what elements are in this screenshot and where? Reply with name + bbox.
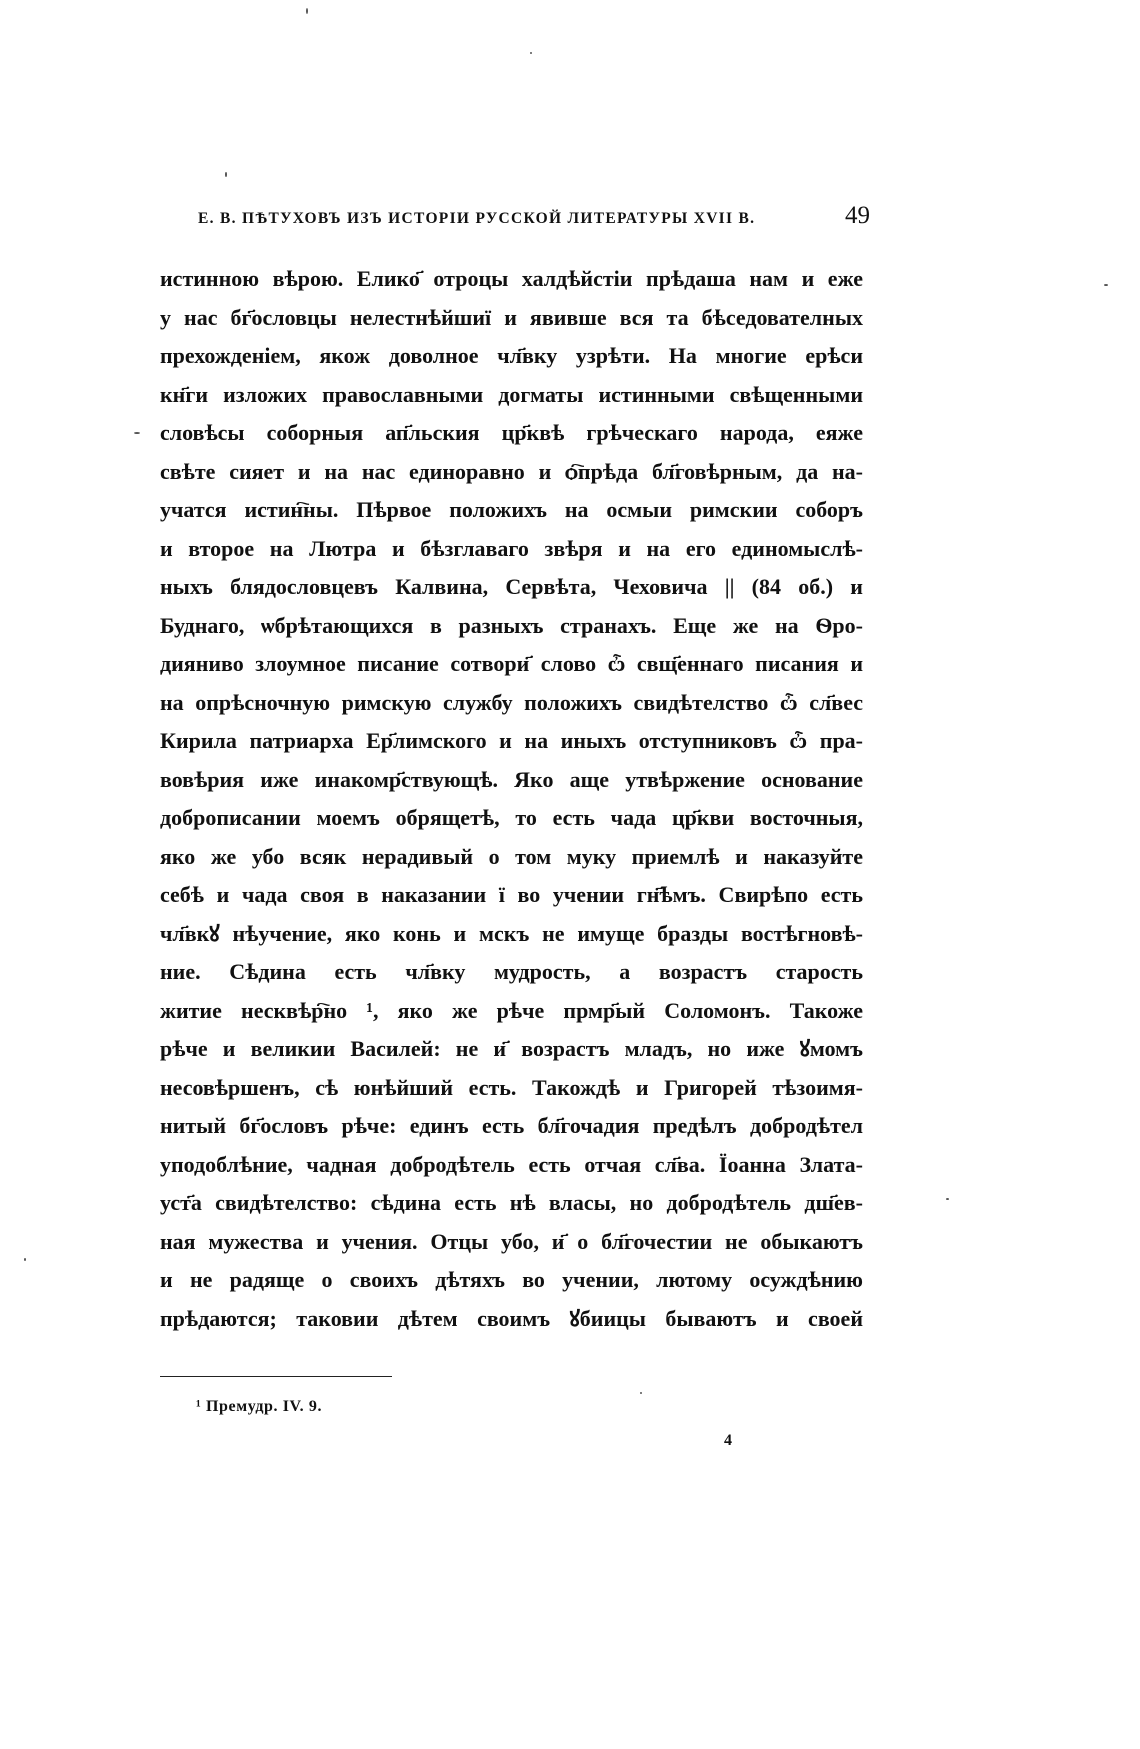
text-line: ние. Сѣдина есть чл҃вку мудрость, а возрастъ старость	[160, 959, 863, 984]
body-text	[160, 260, 863, 1338]
text-line: истинною вѣрою. Елико҃ отроцы халдѣйстіи прѣдаша нам и еже	[160, 266, 863, 291]
scan-speck	[946, 1198, 949, 1200]
text-line: вовѣрия иже инакомр҃ствующѣ. Яко аще утвѣржение основание	[160, 766, 863, 792]
text-line: ныхъ блядословцевъ Калвина, Сервѣта, Чеховича || (84 об.) и	[160, 574, 863, 599]
text-line: у нас бг҃ословцы нелестнѣйшиї и явивше вся та бѣседователных	[160, 304, 863, 330]
text-line: дияниво злоумное писание сотвори҃ слово ѽ свщ҃еннаго писания и	[160, 651, 863, 676]
page-number: 49	[845, 202, 870, 229]
running-head	[198, 202, 870, 238]
text-line: прѣдаются; таковии дѣтем своимъ ꙋбиицы бываютъ и своей	[160, 1305, 863, 1331]
scan-speck	[225, 172, 227, 177]
text-line: уподоблѣние, чадная добродѣтель есть отчая сл҃ва. Їоанна Злата-	[160, 1151, 863, 1177]
text-line: и не радяще о своихъ дѣтяхъ во учении, лютому осуждѣнию	[160, 1267, 863, 1292]
text-line: учатся истин҇ны. Пѣрвое положихъ на осмыи римскии соборъ	[160, 497, 863, 522]
scan-speck	[306, 8, 308, 14]
text-line: доброписании моемъ обрящетѣ, то есть чада цр҃кви восточныя,	[160, 805, 863, 830]
text-line: свѣте сияет и на нас единоравно и ѻ҇прѣда бл҃говѣрным, да на-	[160, 458, 863, 484]
text-line: на опрѣсночную римскую службу положихъ свидѣтелство ѽ сл҃вес	[160, 689, 863, 715]
text-line: житие несквѣр҇но ¹, яко же рѣче прмр҃ый Соломонъ. Такоже	[160, 997, 863, 1023]
running-title: Е. В. ПѢТУХОВЪ ИЗЪ ИСТОРІИ РУССКОЙ ЛИТЕРАТУРЫ XVII В.	[198, 210, 756, 227]
text-line: рѣче и великии Василей: не и҃ возрастъ младъ, но иже ꙋмомъ	[160, 1036, 863, 1061]
text-line: кн҃ги изложих православными догматы истинными свѣщенными	[160, 381, 863, 407]
text-line: себѣ и чада своя в наказании ї во учении гн҃ѣмъ. Свирѣпо есть	[160, 882, 863, 907]
footnote-divider	[160, 1376, 392, 1377]
scan-speck	[24, 1258, 26, 1261]
text-line: нитый бг҃ословъ рѣче: единъ есть бл҃гочадия предѣлъ добродѣтел	[160, 1113, 863, 1138]
text-line: словѣсы соборныя ап҃льския цр҃квѣ грѣческаго народа, еяже	[160, 420, 863, 445]
scan-speck	[530, 52, 532, 54]
scan-speck	[134, 432, 140, 434]
text-line: Буднаго, ѡбрѣтающихся в разныхъ странахъ. Еще же на Ѳро-	[160, 612, 863, 638]
text-line: уст҃а свидѣтелство: сѣдина есть нѣ власы, но добродѣтель дш҃ев-	[160, 1190, 863, 1215]
printer-signature-mark: 4	[724, 1432, 732, 1449]
footnote: ¹ Премудр. IV. 9.	[196, 1398, 323, 1415]
text-line: Кирила патриарха Ер҃лимского и на иныхъ отступниковъ ѽ пра-	[160, 728, 863, 753]
scan-speck	[640, 1392, 642, 1394]
scan-speck	[1104, 284, 1108, 286]
text-line: прехожденіем, якож доволное чл҃вку узрѣти. На многие ерѣси	[160, 343, 863, 368]
text-line: и второе на Лютра и бѣзглаваго звѣря и на его единомыслѣ-	[160, 535, 863, 561]
text-line: ная мужества и учения. Отцы убо, и҃ о бл҃гочестии не обыкаютъ	[160, 1228, 863, 1254]
text-line: чл҃вкꙋ нѣучение, яко конь и мскъ не имуще бразды востѣгновѣ-	[160, 920, 863, 946]
text-line: несовѣршенъ, сѣ юнѣйший есть. Такождѣ и Григорей тѣзоимя-	[160, 1074, 863, 1100]
text-line: яко же убо всяк нерадивый о том муку приемлѣ и наказуйте	[160, 843, 863, 869]
